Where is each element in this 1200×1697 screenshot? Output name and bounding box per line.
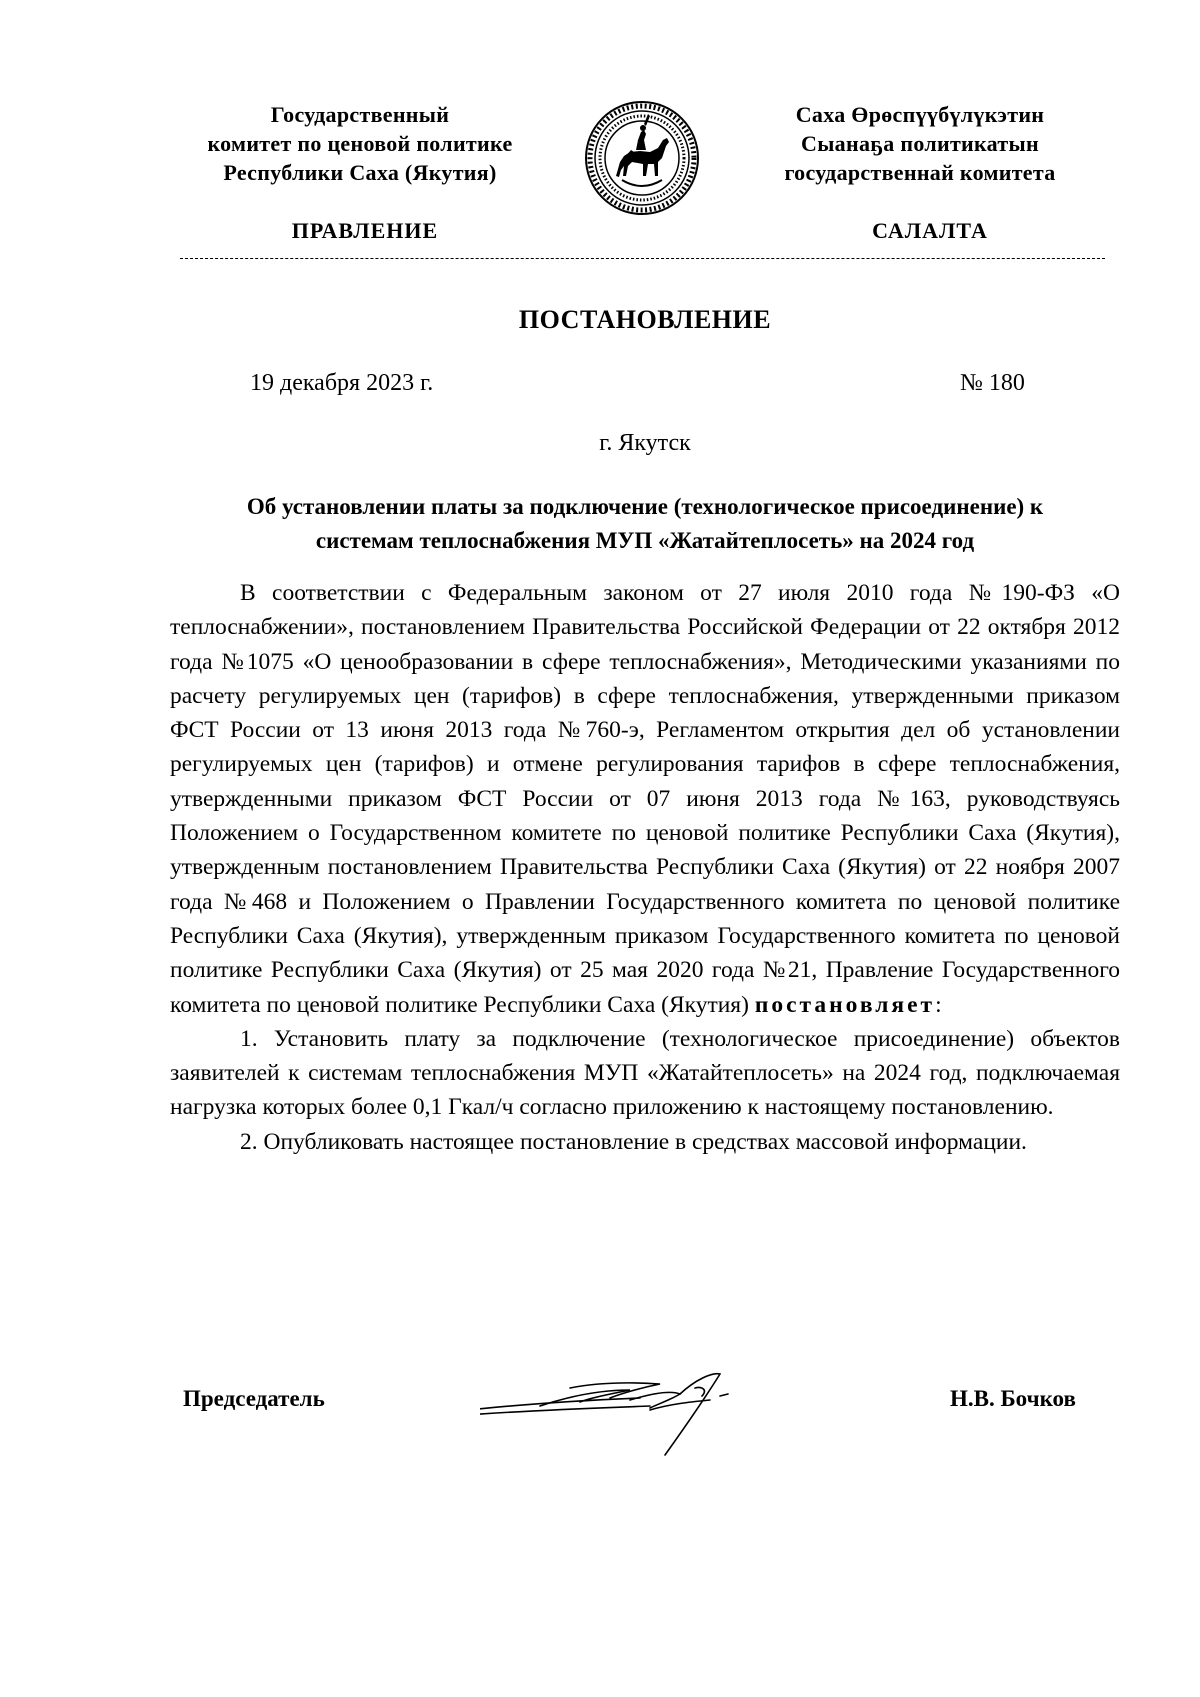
decree-word: постановляет bbox=[754, 991, 936, 1018]
signer-name: Н.В. Бочков bbox=[950, 1386, 1076, 1411]
handwritten-signature bbox=[480, 1360, 800, 1470]
subject-line: Об установлении платы за подключение (технологическое присоединение) к bbox=[246, 494, 1044, 519]
document-date: 19 декабря 2023 г. bbox=[250, 370, 434, 396]
signer-title: Председатель bbox=[183, 1386, 325, 1411]
header-right bbox=[720, 100, 1120, 187]
document-city: г. Якутск bbox=[599, 430, 691, 456]
header-left bbox=[150, 100, 570, 187]
header-left-line: комитет по ценовой политике bbox=[207, 131, 513, 156]
preamble-paragraph bbox=[170, 576, 1120, 1022]
item-paragraph: 2. Опубликовать настоящее постановление в средствах массовой информации. bbox=[240, 1128, 1027, 1155]
section-title-left: ПРАВЛЕНИЕ bbox=[291, 218, 439, 243]
document-body bbox=[170, 576, 1120, 1159]
item-paragraph: 1. Установить плату за подключение (технологическое присоединение) объектов заявителей к системам теплоснабжения МУП «Жатайтеплосеть» на 2024 год, подключаемая нагрузка которых более 0,1 Гкал/ч согласно приложению к настоящему постановлению. bbox=[170, 1025, 1120, 1121]
header-right-line: Сыанаҕа политикатын bbox=[801, 131, 1039, 156]
republic-sakha-coat-of-arms-icon bbox=[584, 100, 700, 216]
decree-colon: : bbox=[935, 991, 942, 1018]
header-divider bbox=[180, 258, 1105, 259]
header-right-line: государственнай комитета bbox=[784, 160, 1056, 185]
header-left-line: Республики Саха (Якутия) bbox=[223, 160, 497, 185]
header-left-line: Государственный bbox=[270, 102, 450, 127]
document-subject bbox=[170, 490, 1120, 558]
header-right-line: Саха Өрөспүүбүлүкэтин bbox=[795, 102, 1045, 127]
preamble-text: В соответствии с Федеральным законом от 27 июля 2010 года №190-ФЗ «О теплоснабжении», постановлением Правительства Российской Федерации от 22 октября 2012 года №1075 «О ценообразовании в сфере теплоснабжения», Методическими указаниями по расчету регулируемых цен (тарифов) в сфере теплоснабжения, утвержденными приказом ФСТ России от 13 июня 2013 года №760-э, Регламентом открытия дел об установлении регулируемых цен (тарифов) и отмене регулирования тарифов в сфере теплоснабжения, утвержденными приказом ФСТ России от 07 июня 2013 года №163, руководствуясь Положением о Государственном комитете по ценовой политике Республики Саха (Якутия), утвержденным постановлением Правительства Республики Саха (Якутия) от 22 ноября 2007 года №468 и Положением о Правлении Государственного комитета по ценовой политике Республики Саха (Якутия), утвержденным приказом Государственного комитета по ценовой политике Республики Саха (Якутия) от 25 мая 2020 года №21, Правление Государственного комитета по ценовой политике Республики Саха (Якутия) bbox=[170, 580, 1120, 1018]
subject-line: системам теплоснабжения МУП «Жатайтеплосеть» на 2024 год bbox=[315, 528, 975, 553]
section-title-right: САЛАЛТА bbox=[872, 218, 988, 243]
document-title: ПОСТАНОВЛЕНИЕ bbox=[518, 305, 772, 334]
document-number: № 180 bbox=[960, 370, 1025, 396]
